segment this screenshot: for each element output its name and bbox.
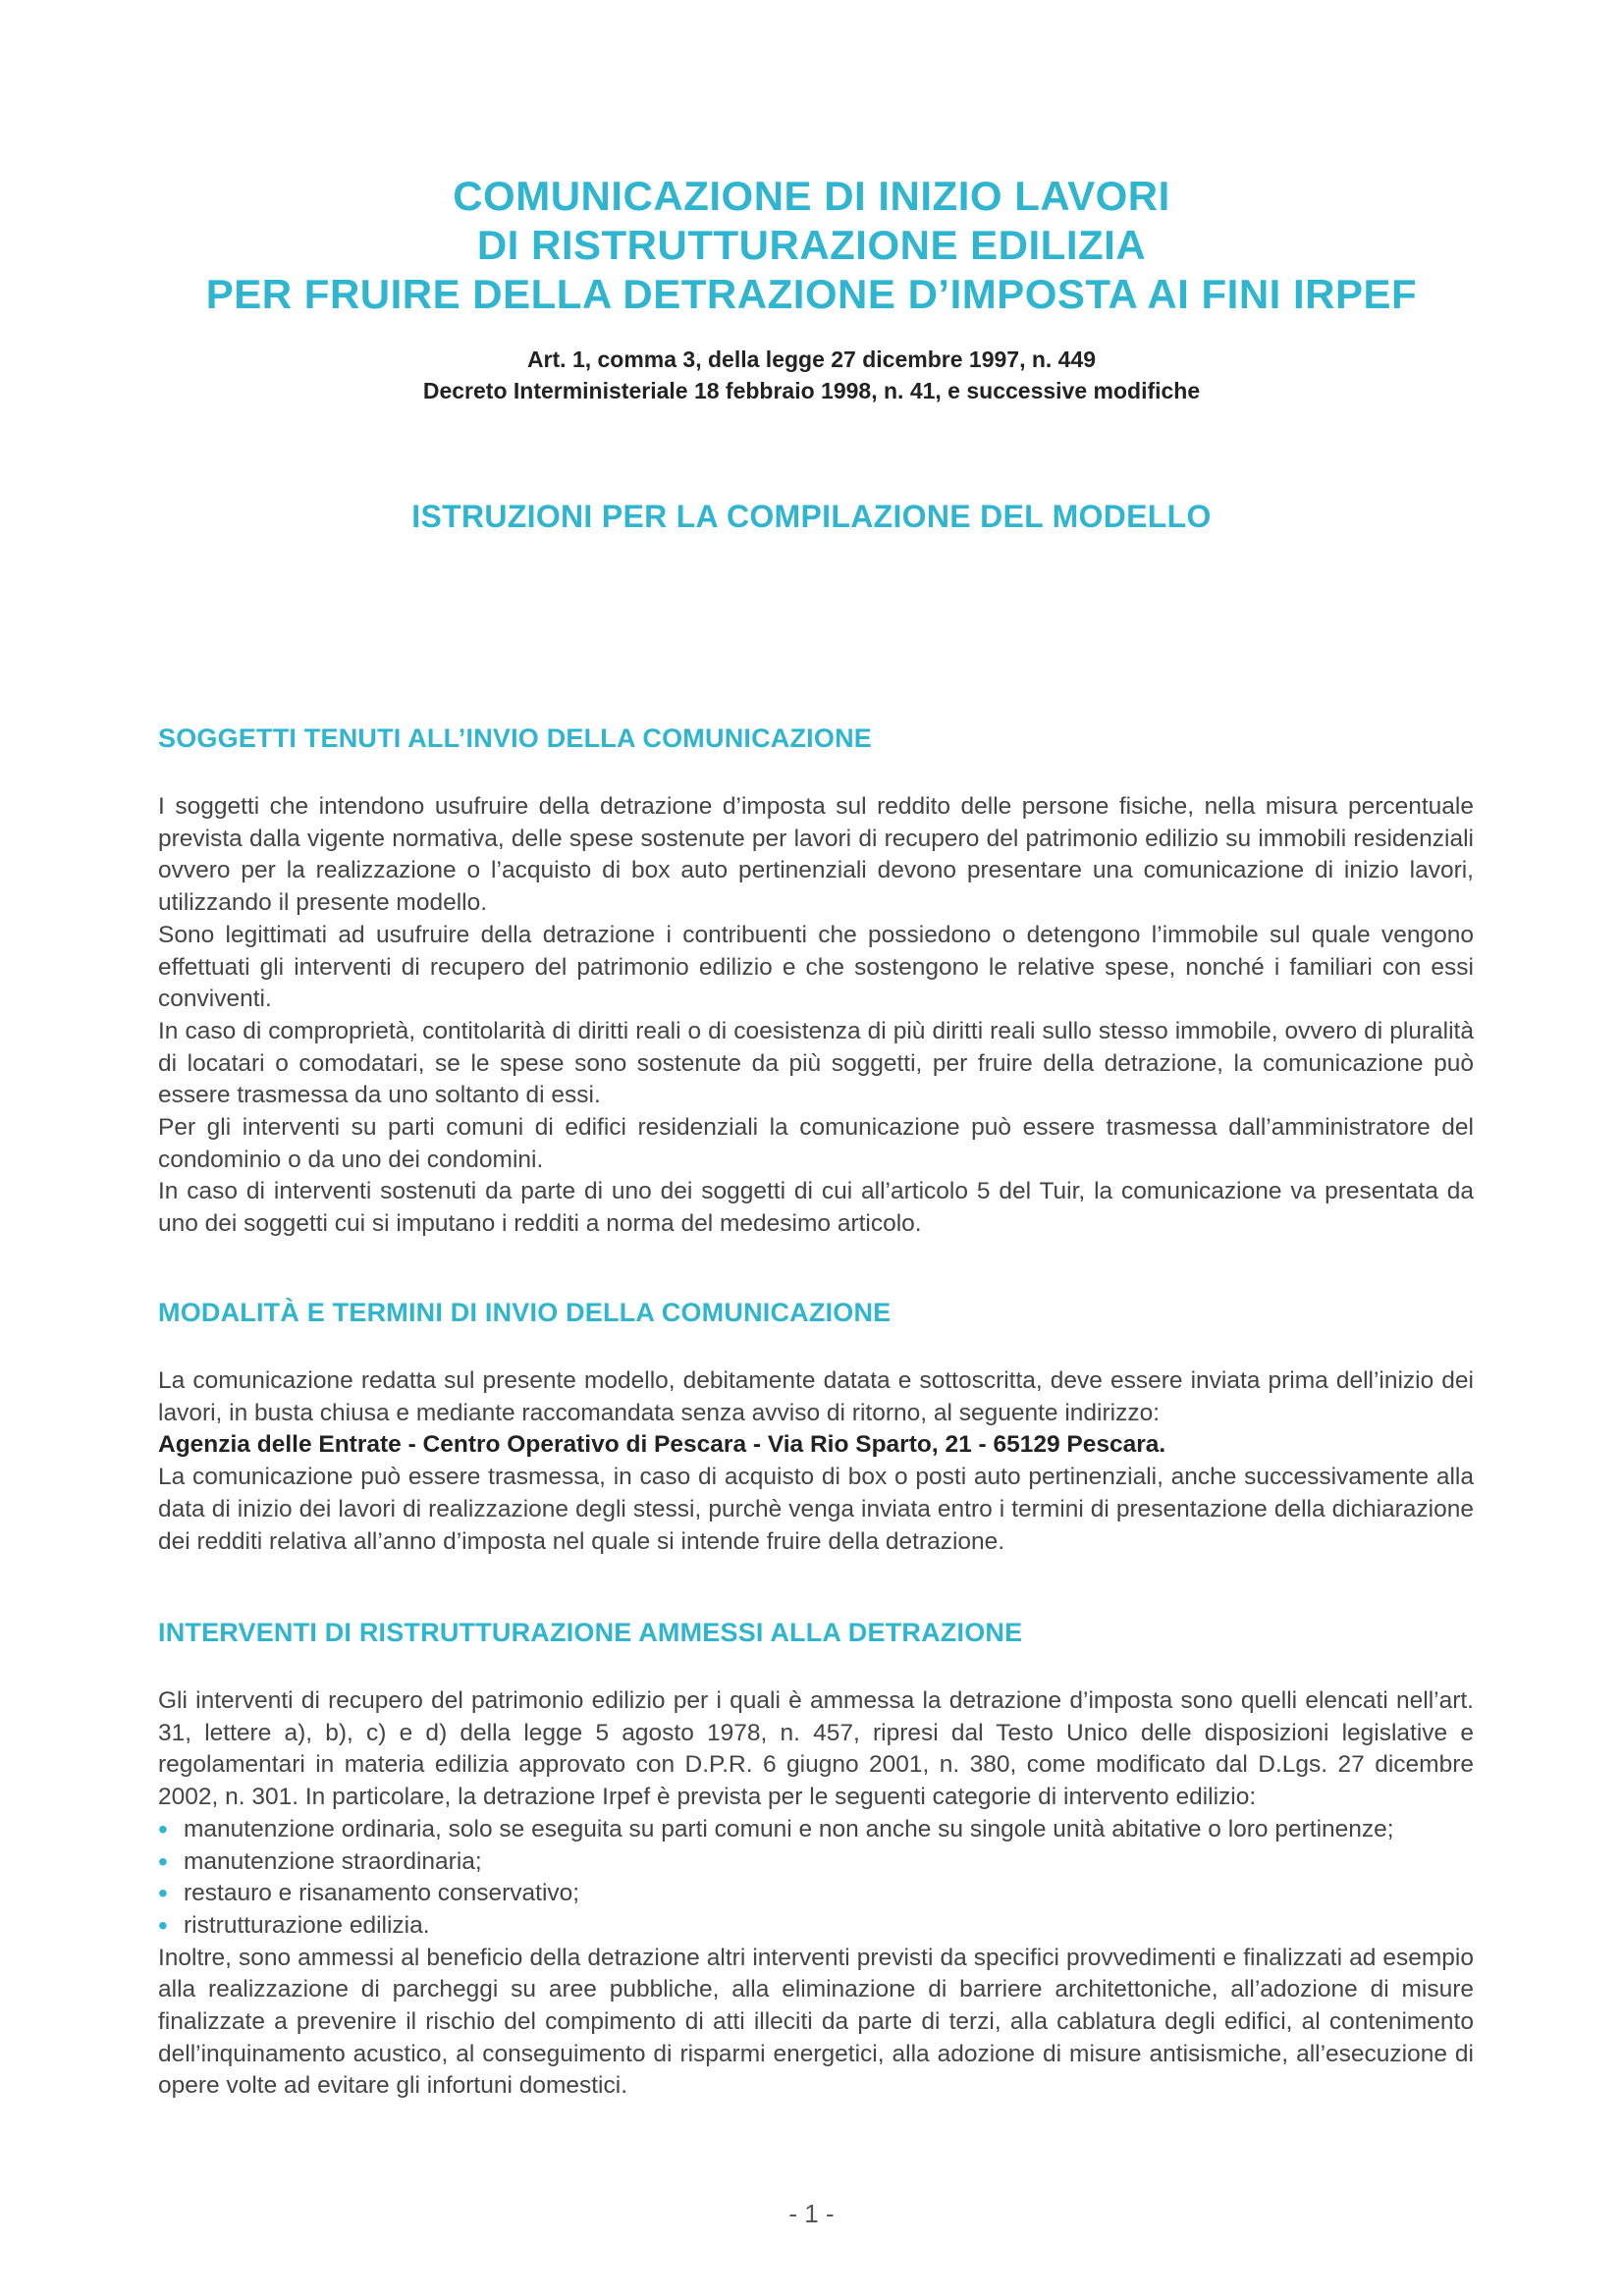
list-item xyxy=(158,1814,1474,1846)
section-modalita xyxy=(158,1298,1474,1558)
list-item xyxy=(158,1878,1474,1910)
paragraph: La comunicazione può essere trasmessa, in caso di acquisto di box o posti auto pertinenziali, anche successivamente alla data di inizio dei lavori di realizzazione degli stessi, purchè venga inviata entro i termini di presentazione della dichiarazione dei redditi relativa all’anno d’imposta nel quale si intende fruire della detrazione. xyxy=(158,1464,1474,1555)
list-item-text: restauro e risanamento conservativo; xyxy=(184,1880,580,1907)
bullet-icon: • xyxy=(158,1878,168,1909)
section-title: SOGGETTI TENUTI ALL’INVIO DELLA COMUNICAZIONE xyxy=(158,723,872,753)
legal-references xyxy=(0,344,1623,406)
paragraph: Inoltre, sono ammessi al beneficio della detrazione altri interventi previsti da specifici provvedimenti e finalizzati ad esempio alla realizzazione di parcheggi su aree pubbliche, alla eliminazione di barriere architettoniche, all’adozione di misure finalizzate a prevenire il rischio del compimento di atti illeciti da parte di terzi, alla cablatura degli edifici, al contenimento dell’inquinamento acustico, al conseguimento di risparmi energetici, alla adozione di misure antisismiche, all’esecuzione di opere volte ad evitare gli infortuni domestici. xyxy=(158,1944,1474,2100)
reference-line: Art. 1, comma 3, della legge 27 dicembre 1997, n. 449 xyxy=(526,347,1097,372)
page-number: - 1 - xyxy=(788,2199,835,2228)
instructions-heading: ISTRUZIONI PER LA COMPILAZIONE DEL MODELLO xyxy=(411,499,1212,534)
list-item xyxy=(158,1846,1474,1879)
paragraph: In caso di comproprietà, contitolarità di diritti reali o di coesistenza di più diritti reali sullo stesso immobile, ovvero di pluralità di locatari o comodatari, se le spese sono sostenute da più soggetti, per fruire della detrazione, la comunicazione può essere trasmessa da uno soltanto di essi. xyxy=(158,1017,1474,1109)
title-line: COMUNICAZIONE DI INIZIO LAVORI xyxy=(453,173,1170,219)
title-line: PER FRUIRE DELLA DETRAZIONE D’IMPOSTA AI FINI IRPEF xyxy=(205,271,1418,317)
paragraph: In caso di interventi sostenuti da parte di uno dei soggetti di cui all’articolo 5 del Tuir, la comunicazione va presentata da uno dei soggetti cui si imputano i redditi a norma del medesimo articolo. xyxy=(158,1178,1474,1238)
address-end: . xyxy=(1159,1431,1166,1459)
section-interventi xyxy=(158,1618,1474,2103)
paragraph: Per gli interventi su parti comuni di edifici residenziali la comunicazione può essere trasmessa dall’amministratore del condominio o da uno dei condomini. xyxy=(158,1114,1474,1173)
list-item-text: ristrutturazione edilizia. xyxy=(184,1911,430,1939)
list-item-text: manutenzione straordinaria; xyxy=(184,1847,482,1875)
title-line: DI RISTRUTTURAZIONE EDILIZIA xyxy=(476,222,1147,268)
document-title xyxy=(0,172,1623,319)
section-soggetti xyxy=(158,723,1474,1241)
paragraph: Sono legittimati ad usufruire della detrazione i contribuenti che possiedono o detengono l’immobile sul quale vengono effettuati gli interventi di recupero del patrimonio edilizio e che sostengono le relative spese, nonché i familiari con essi conviventi. xyxy=(158,921,1474,1013)
paragraph: La comunicazione redatta sul presente modello, debitamente datata e sottoscritta, deve essere inviata prima dell’inizio dei lavori, in busta chiusa e mediante raccomandata senza avviso di ritorno, al seguente indirizzo: xyxy=(158,1367,1474,1426)
address-line xyxy=(158,1429,1474,1462)
list-item-text: manutenzione ordinaria, solo se eseguita su parti comuni e non anche su singole unità abitative o loro pertinenze; xyxy=(184,1815,1394,1842)
section-title: INTERVENTI DI RISTRUTTURAZIONE AMMESSI ALLA DETRAZIONE xyxy=(158,1618,1023,1647)
address: Agenzia delle Entrate - Centro Operativo di Pescara - Via Rio Sparto, 21 - 65129 Pescara xyxy=(158,1431,1160,1459)
paragraph: Gli interventi di recupero del patrimonio edilizio per i quali è ammessa la detrazione d’imposta sono quelli elencati nell’art. 31, lettere a), b), c) e d) della legge 5 agosto 1978, n. 457, ripresi dal Testo Unico delle disposizioni legislative e regolamentari in materia edilizia approvato con D.P.R. 6 giugno 2001, n. 380, come modificato dal D.Lgs. 27 dicembre 2002, n. 301. In particolare, la detrazione Irpef è prevista per le seguenti categorie di intervento edilizio: xyxy=(158,1687,1474,1811)
bullet-icon: • xyxy=(158,1813,168,1844)
list-item xyxy=(158,1910,1474,1943)
paragraph: I soggetti che intendono usufruire della detrazione d’imposta sul reddito delle persone fisiche, nella misura percentuale prevista dalla vigente normativa, delle spese sostenute per lavori di recupero del patrimonio edilizio su immobili residenziali ovvero per la realizzazione o l’acquisto di box auto pertinenziali devono presentare una comunicazione di inizio lavori, utilizzando il presente modello. xyxy=(158,793,1474,917)
bullet-icon: • xyxy=(158,1845,168,1877)
bullet-icon: • xyxy=(158,1909,168,1941)
reference-line: Decreto Interministeriale 18 febbraio 1998, n. 41, e successive modifiche xyxy=(422,378,1201,403)
section-title: MODALITÀ E TERMINI DI INVIO DELLA COMUNICAZIONE xyxy=(158,1298,892,1327)
